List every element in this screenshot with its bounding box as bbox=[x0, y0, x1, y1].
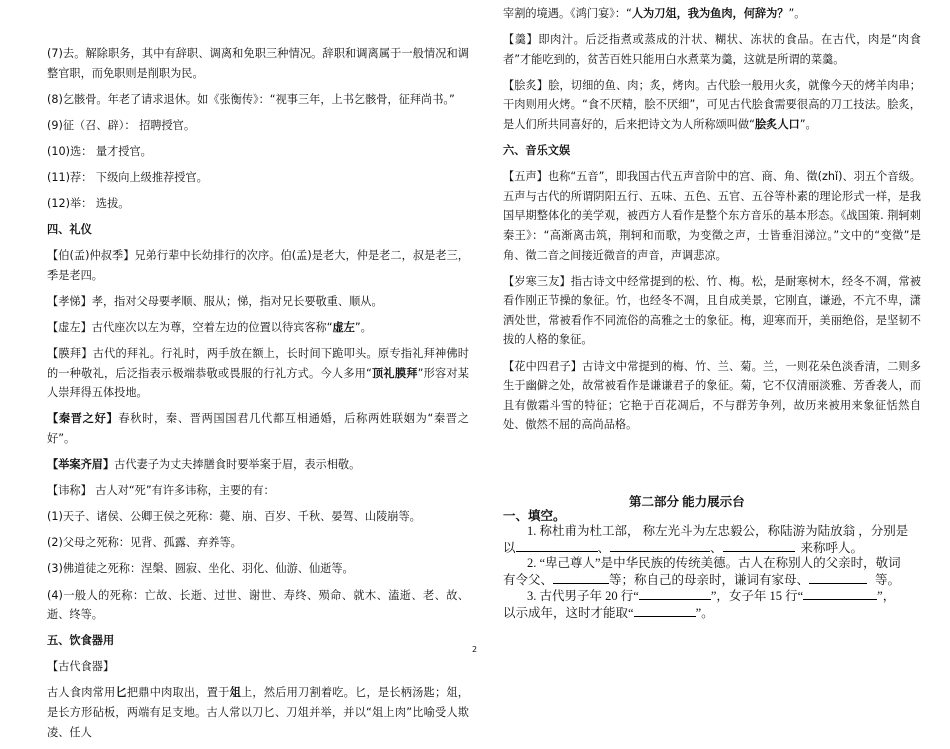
bold-term: 俎 bbox=[229, 686, 241, 700]
text: 等。 bbox=[875, 573, 901, 587]
bold-term: 【秦晋之好】 bbox=[47, 412, 119, 426]
list-item: (1)天子、诸侯、公卿王侯之死称：薨、崩、百岁、千秋、晏驾、山陵崩等。 bbox=[47, 510, 421, 524]
entry-shiqi-heading: 【古代食器】 bbox=[47, 660, 115, 674]
blank-field[interactable] bbox=[803, 587, 877, 600]
text: ”。 bbox=[799, 117, 817, 131]
list-item: (4)一般人的死称：亡故、长逝、过世、谢世、寿终、殒命、就木、溘逝、老、故、逝、终等。 bbox=[47, 588, 469, 622]
paragraph-ju: (12)举： 选拔。 bbox=[47, 197, 130, 211]
text: 有令父、 bbox=[503, 573, 554, 587]
text: ”。 bbox=[354, 321, 372, 335]
text: 春秋时，秦、晋两国国君几代都互相通婚，后称两姓联姻为“秦晋之好”。 bbox=[47, 412, 469, 445]
question-1 bbox=[503, 523, 921, 556]
blank-field[interactable] bbox=[639, 587, 711, 600]
text: ”形容对某人崇拜得五体投地。 bbox=[47, 366, 469, 400]
bold-term: 【举案齐眉】 bbox=[47, 458, 115, 472]
blank-field[interactable] bbox=[634, 604, 696, 617]
text: 3. 古代男子年 20 行“ bbox=[527, 589, 639, 603]
bold-term: 脍炙人口 bbox=[754, 117, 800, 131]
blank-field[interactable] bbox=[553, 571, 609, 584]
text: 、 bbox=[597, 541, 611, 555]
bold-term: 顶礼膜拜 bbox=[371, 366, 418, 380]
fill-heading: 一、填空。 bbox=[503, 509, 566, 523]
entry-suihansanyou: 【岁寒三友】指古诗文中经常提到的松、竹、梅。松，是耐寒树木，经冬不凋，常被看作刚正节操的象征。竹，也经冬不凋，且自成美景，它刚直，谦逊，不亢不卑，潇洒处世，常被看作不同流俗的高雅之士的象征。梅，迎寒而开，美丽绝俗，是坚韧不拔的人格的象征。 bbox=[503, 274, 921, 347]
entry-xiaoti: 【孝悌】孝，指对父母要孝顺、服从；悌，指对兄长要敬重、顺从。 bbox=[47, 294, 383, 308]
entry-shiqi bbox=[47, 683, 469, 742]
text: 以 bbox=[503, 541, 516, 555]
text: 【脍炙】脍，切细的鱼、肉；炙，烤肉。古代脍一般用火炙，就像今天的烤羊肉串；干肉则用火烤。“食不厌精，脍不厌细”，可见古代脍食需要很高的刀工技法。脍炙，是人们所共同喜好的，后来把诗文为人所称颂叫做“ bbox=[503, 78, 921, 131]
entry-juanqimei bbox=[47, 455, 469, 475]
text: 【膜拜】古代的拜礼。行礼时，两手放在额上，长时间下跪叩头。原专指礼拜神佛时的一种敬礼，后泛指表示极端恭敬或畏服的行礼方式。今人多用“ bbox=[47, 347, 469, 380]
question-line: 2. “卑己尊人”是中华民族的传统美德。古人在称别人的父亲时，敬词 bbox=[527, 556, 901, 570]
question-line bbox=[503, 539, 921, 556]
text: 、 bbox=[710, 541, 723, 555]
list-item: (3)佛道徒之死称：涅槃、圆寂、坐化、羽化、仙游、仙逝等。 bbox=[47, 562, 354, 576]
text: 古代妻子为丈夫捧膳食时要举案于眉，表示相敬。 bbox=[114, 458, 361, 472]
entry-kuaizhi bbox=[503, 76, 921, 135]
question-3 bbox=[503, 587, 921, 621]
bold-term: 匕 bbox=[115, 686, 127, 700]
text: ”， bbox=[877, 589, 896, 603]
text: 等；称自己的母亲时，谦词有家母、 bbox=[609, 573, 810, 587]
bold-term: 虚左 bbox=[332, 321, 355, 335]
question-line: 1. 称杜甫为杜工部， 称左光斗为左忠毅公，称陆游为陆放翁 ，分别是 bbox=[527, 524, 909, 538]
entry-xuzuo bbox=[47, 318, 469, 338]
blank-field[interactable] bbox=[723, 539, 795, 552]
section-heading-yinyue: 六、音乐文娱 bbox=[503, 144, 571, 158]
entry-huicheng: 【讳称】 古人对“死”有许多讳称，主要的有： bbox=[47, 484, 275, 498]
text: 【虚左】古代座次以左为尊，空着左边的位置以待宾客称“ bbox=[47, 321, 333, 335]
blank-field[interactable] bbox=[516, 539, 598, 552]
bold-term: 人为刀俎，我为鱼肉，何辞为？ bbox=[631, 7, 789, 20]
entry-qinjinzhihao bbox=[47, 409, 469, 448]
question-line bbox=[503, 604, 921, 621]
entry-huazhongsijunzi: 【花中四君子】古诗文中常提到的梅、竹、兰、菊。兰，一则花朵色淡香清，二则多生于幽僻之处，故常被看作是谦谦君子的象征。菊，它不仅清丽淡雅、芳香袭人，而且有傲霜斗雪的特征；它艳于百花凋后，不与群芳争列，故历来被用来象征恬然自处、傲然不屈的高尚品格。 bbox=[503, 359, 921, 432]
question-line bbox=[503, 587, 921, 604]
paragraph-zheng: (9)征（召、辟）： 招聘授官。 bbox=[47, 118, 196, 132]
entry-bozhongshuji: 【伯(孟)仲叔季】兄弟行辈中长幼排行的次序。伯(孟)是老大，仲是老二，叔是老三，季是老四。 bbox=[47, 249, 469, 282]
text: ”。 bbox=[788, 7, 806, 20]
list-item: (2)父母之死称：见背、孤露、弃养等。 bbox=[47, 536, 242, 550]
paragraph-xuan: (10)选： 量才授官。 bbox=[47, 144, 152, 158]
text: ”，女子年 15 行“ bbox=[710, 589, 804, 603]
right-column bbox=[503, 7, 921, 441]
text: 把鼎中肉取出，置于 bbox=[126, 686, 230, 700]
paragraph-qu: (7)去。解除职务，其中有辞职、调离和免职三种情况。辞职和调离属于一般情况和调整官职，而免职则是削职为民。 bbox=[47, 47, 469, 80]
text: 古人食肉常用 bbox=[47, 686, 116, 700]
blank-field[interactable] bbox=[809, 571, 867, 584]
left-column bbox=[47, 44, 469, 749]
entry-wusheng: 【五声】也称“五音”，即我国古代五声音阶中的宫、商、角、徵(zhǐ)、羽五个音级。五声与古代的所谓阴阳五行、五味、五色、五官、五谷等朴素的理论形式一样，是我国早期整体化的美学观，被西方人看作是整个东方音乐的基本形态。《战国策. 荆轲刺秦王》：“高渐离击筑，荆轲和而歌，为变徵之声，士皆垂泪涕泣。”文中的“变徵”是角、徵二音之间接近微音的声音，声调悲凉。 bbox=[503, 170, 921, 262]
text: 以示成年，这时才能取“ bbox=[503, 606, 634, 620]
text: 上，然后用刀割着吃。匕，是长柄汤匙；俎，是长方形砧板，两端有足支地。古人常以刀匕、刀俎并举，并以“俎上肉”比喻受人欺凌、任人 bbox=[47, 686, 469, 739]
question-2 bbox=[503, 555, 921, 588]
text: 来称呼人。 bbox=[800, 541, 864, 555]
section-heading-liyi: 四、礼仪 bbox=[47, 223, 92, 237]
part-title: 第二部分 能力展示台 bbox=[629, 495, 745, 509]
section-heading-yinshi: 五、饮食器用 bbox=[47, 634, 115, 648]
blank-field[interactable] bbox=[610, 539, 710, 552]
paragraph-qihaigu: (8)乞骸骨。年老了请求退休。如《张衡传》：“视事三年，上书乞骸骨，征拜尚书。” bbox=[47, 92, 455, 106]
paragraph-jian: (11)荐： 下级向上级推荐授官。 bbox=[47, 170, 208, 184]
entry-geng: 【羹】即肉汁。后泛指煮或蒸成的汁状、糊状、冻状的食品。在古代，肉是“肉食者”才能吃到的，贫苦百姓只能用白水煮菜为羹，这就是所谓的菜羹。 bbox=[503, 33, 921, 66]
continuation bbox=[503, 4, 921, 24]
page-number: 2 bbox=[472, 645, 478, 654]
text: ”。 bbox=[695, 606, 714, 620]
entry-mobai bbox=[47, 344, 469, 403]
text: 宰割的境遇。《鸿门宴》：“ bbox=[503, 7, 632, 20]
question-line bbox=[503, 571, 921, 588]
